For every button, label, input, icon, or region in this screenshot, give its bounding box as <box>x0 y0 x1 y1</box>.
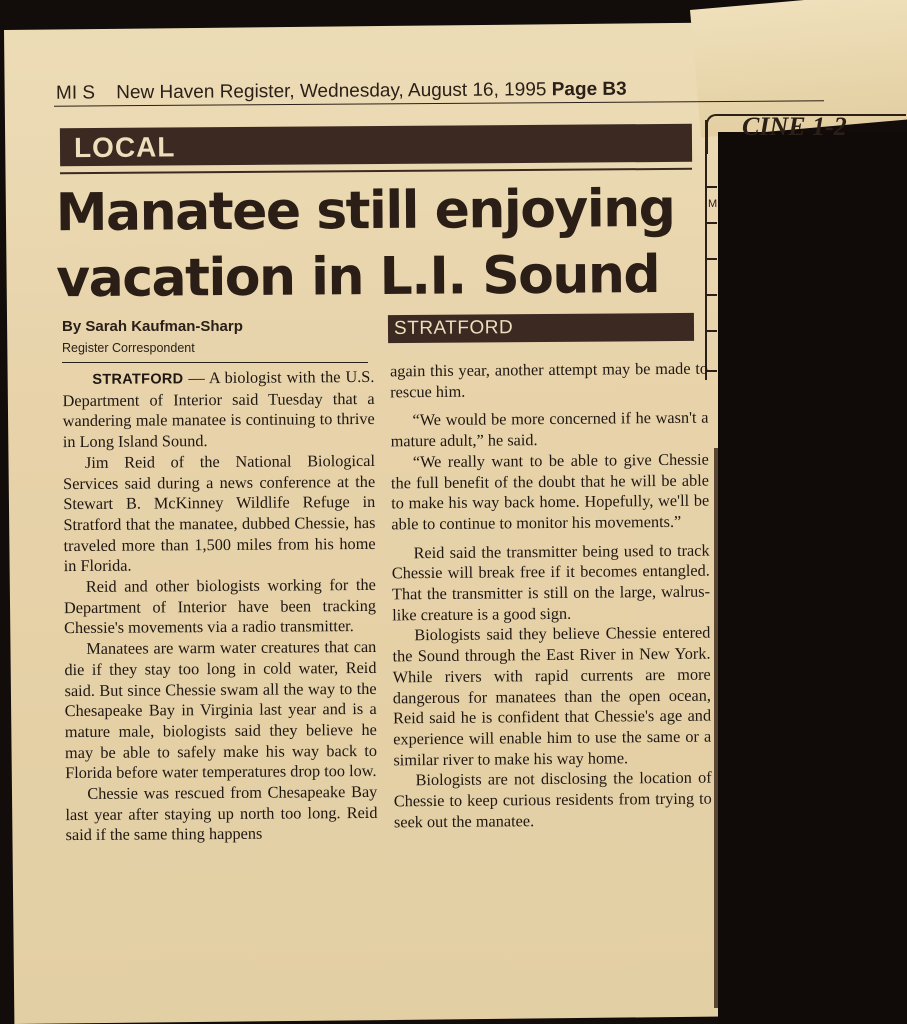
byline-title: Register Correspondent <box>62 341 195 355</box>
page-number: Page B3 <box>551 78 627 101</box>
article-headline <box>56 176 697 312</box>
adjacent-box-title: CINE 1-2 <box>742 114 847 141</box>
paragraph: “We really want to be able to give Chessie the full benefit of the doubt that he will be able to make his way back home. Hopefully, we'll be able to continue to monitor his movements.” <box>390 449 710 534</box>
dateline: STRATFORD <box>92 371 184 388</box>
dark-background <box>718 132 907 1024</box>
paragraph: Reid and other biologists working for the Department of Interior have been tracking Chessie's movements via a radio transmitter. <box>63 574 377 638</box>
paragraph: Reid said the transmitter being used to track Chessie will break free if it becomes entangled. That the transmitter is still on the large, walrus-like creature is a good sign. <box>391 540 711 625</box>
locality-banner <box>388 313 694 343</box>
adjacent-box-rule <box>705 258 717 260</box>
section-label: LOCAL <box>73 131 176 164</box>
article-column-2 <box>390 359 712 833</box>
paragraph: Biologists are not disclosing the location of Chessie to keep curious residents from trying to seek out the manatee. <box>393 767 712 832</box>
byline-author: By Sarah Kaufman-Sharp <box>62 318 243 335</box>
byline-rule <box>62 362 368 363</box>
paragraph: “We would be more concerned if he wasn't a mature adult,” he said. <box>390 408 709 451</box>
paragraph: Jim Reid of the National Biological Services said during a news conference at the Stewart B. McKinney Wildlife Refuge in Stratford that the manatee, dubbed Chessie, has traveled more than 1,500 miles from his home in Florida. <box>63 450 376 576</box>
paragraph: Chessie was rescued from Chesapeake Bay last year after staying up north too long. Reid said if the same thing happens <box>65 781 378 845</box>
adjacent-box-rule <box>705 294 717 296</box>
locality-label: STRATFORD <box>393 317 514 340</box>
paragraph-text: — A biologist with the U.S. Department of Interior said Tuesday that a wandering male manatee is continuing to thrive in Long Island Sound. <box>62 366 375 452</box>
adjacent-column-rule <box>714 448 718 1008</box>
article-column-1 <box>62 367 377 846</box>
edition-code: MI S <box>55 82 96 104</box>
adjacent-box-rule <box>705 186 717 188</box>
adjacent-box-letter: M <box>708 198 718 210</box>
paragraph <box>62 367 375 453</box>
adjacent-box-rule <box>705 330 717 332</box>
adjacent-box-border <box>705 120 707 380</box>
headline-line-1: Manatee still enjoying <box>55 178 675 244</box>
adjacent-box-fragment <box>706 114 906 154</box>
publication-date: New Haven Register, Wednesday, August 16, 1995 <box>116 79 547 104</box>
headline-line-2: vacation in L.I. Sound <box>56 245 660 310</box>
section-banner <box>60 124 692 166</box>
adjacent-box-rule <box>705 222 717 224</box>
paragraph: again this year, another attempt may be made to rescue him. <box>389 358 709 402</box>
paragraph: Manatees are warm water creatures that can die if they stay too long in cold water, Reid said. But since Chessie swam all the way to the Chesapeake Bay in Virginia last year and is a mature male, biologists said they believe he may be able to safely make his way back to Florida before water temperatures drop too low. <box>64 637 378 783</box>
paragraph: Biologists said they believe Chessie entered the Sound through the East River in New York. While rivers with rapid currents are more dangerous for manatees than the open ocean, Reid said he is confident that Chessie's age and experience will enable him to use the same or a similar river to make his way home. <box>392 623 712 770</box>
